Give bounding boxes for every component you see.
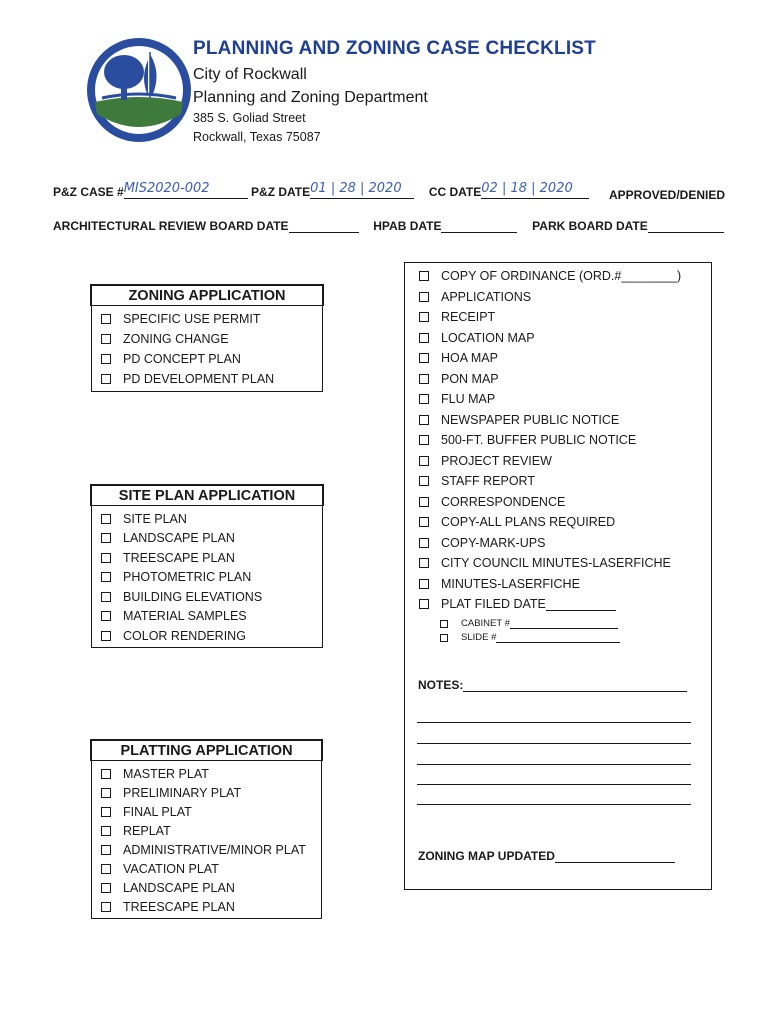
site-plan-item[interactable]: PHOTOMETRIC PLAN [101,568,262,588]
checkbox[interactable] [419,435,429,445]
city-seal-icon [84,36,194,144]
department-name: Planning and Zoning Department [193,89,428,106]
checkbox[interactable] [419,353,429,363]
pz-date-field[interactable] [310,181,414,199]
pz-date-value: 01 | 28 | 2020 [310,181,402,196]
slide-field[interactable] [496,632,620,643]
checkbox[interactable] [101,572,111,582]
checkbox[interactable] [101,788,111,798]
checkbox[interactable] [419,271,429,281]
plat-filed-date-field[interactable] [546,598,616,611]
site-plan-item[interactable]: TREESCAPE PLAN [101,548,262,568]
checkbox[interactable] [101,902,111,912]
checklist-item[interactable]: COPY-ALL PLANS REQUIRED [419,512,681,533]
site-plan-item[interactable]: COLOR RENDERING [101,626,262,646]
checkbox[interactable] [101,514,111,524]
site-plan-application-box [91,485,323,648]
notes-line[interactable] [417,722,691,723]
checkbox[interactable] [101,807,111,817]
zoning-item[interactable]: ZONING CHANGE [101,329,274,349]
checkbox[interactable] [440,634,448,642]
document-checklist-box [404,262,712,890]
checkbox[interactable] [101,374,111,384]
city-name: City of Rockwall [193,66,307,83]
checkbox[interactable] [101,334,111,344]
pz-case-field[interactable] [123,181,248,199]
street-address: 385 S. Goliad Street [193,111,306,125]
checkbox[interactable] [419,538,429,548]
platting-item[interactable]: FINAL PLAT [101,802,306,821]
approved-denied-label: APPROVED/DENIED [609,188,726,202]
zoning-application-box [91,285,323,392]
notes-line[interactable] [417,743,691,744]
checkbox[interactable] [101,826,111,836]
checklist-item[interactable]: COPY OF ORDINANCE (ORD.#________) [419,266,681,287]
checkbox[interactable] [419,292,429,302]
platting-item[interactable]: PRELIMINARY PLAT [101,783,306,802]
platting-item[interactable]: ADMINISTRATIVE/MINOR PLAT [101,840,306,859]
notes-line[interactable] [417,764,691,765]
site-plan-item[interactable]: LANDSCAPE PLAN [101,529,262,549]
checkbox[interactable] [419,312,429,322]
zoning-item[interactable]: PD DEVELOPMENT PLAN [101,369,274,389]
checklist-item[interactable]: 500-FT. BUFFER PUBLIC NOTICE [419,430,681,451]
checkbox[interactable] [101,769,111,779]
platting-item[interactable]: LANDSCAPE PLAN [101,878,306,897]
checkbox[interactable] [419,415,429,425]
zoning-map-updated-label: ZONING MAP UPDATED [418,849,555,863]
checkbox[interactable] [419,394,429,404]
checklist-item[interactable]: COPY-MARK-UPS [419,533,681,554]
platting-item[interactable]: REPLAT [101,821,306,840]
checkbox[interactable] [419,497,429,507]
checklist-item[interactable]: PROJECT REVIEW [419,451,681,472]
checkbox[interactable] [101,533,111,543]
notes-field[interactable] [463,677,687,692]
cc-date-field[interactable] [481,181,589,199]
checkbox[interactable] [419,374,429,384]
notes-label: NOTES: [418,678,464,692]
checklist-item[interactable]: APPLICATIONS [419,287,681,308]
checkbox[interactable] [101,314,111,324]
board-dates-row [53,218,724,233]
checkbox[interactable] [101,611,111,621]
zoning-map-updated-row [418,848,675,863]
site-plan-item[interactable]: MATERIAL SAMPLES [101,607,262,627]
checklist-item[interactable]: CITY COUNCIL MINUTES-LASERFICHE [419,553,681,574]
platting-item[interactable]: VACATION PLAT [101,859,306,878]
checkbox[interactable] [419,579,429,589]
cc-date-value: 02 | 18 | 2020 [481,181,573,196]
site-plan-item[interactable]: SITE PLAN [101,509,262,529]
checkbox[interactable] [419,333,429,343]
pz-case-row [53,181,589,199]
checklist-item[interactable]: STAFF REPORT [419,471,681,492]
cc-date-label: CC DATE [428,185,482,199]
checkbox[interactable] [101,553,111,563]
zoning-application-title: ZONING APPLICATION [90,284,324,306]
arb-date-field[interactable] [289,218,359,233]
document-title: PLANNING AND ZONING CASE CHECKLIST [193,38,596,59]
checkbox[interactable] [101,845,111,855]
city-state-zip: Rockwall, Texas 75087 [193,130,321,144]
notes-row [418,677,687,692]
checklist-item[interactable]: LOCATION MAP [419,328,681,349]
zoning-item[interactable]: SPECIFIC USE PERMIT [101,309,274,329]
platting-item[interactable]: TREESCAPE PLAN [101,897,306,916]
checklist-item[interactable]: PON MAP [419,369,681,390]
checkbox[interactable] [440,620,448,628]
hpab-date-label: HPAB DATE [373,219,442,233]
arb-date-label: ARCHITECTURAL REVIEW BOARD DATE [53,219,289,233]
pz-case-value: MIS2020-002 [123,181,210,196]
zoning-map-updated-field[interactable] [555,848,675,863]
cabinet-field[interactable] [510,618,618,629]
park-board-label: PARK BOARD DATE [532,219,648,233]
checkbox[interactable] [101,631,111,641]
checkbox[interactable] [101,354,111,364]
plat-filed-date-item[interactable]: PLAT FILED DATE [419,594,681,615]
notes-line[interactable] [417,804,691,805]
checklist-item[interactable]: FLU MAP [419,389,681,410]
park-board-field[interactable] [648,218,724,233]
checklist-item[interactable]: NEWSPAPER PUBLIC NOTICE [419,410,681,431]
checklist-item[interactable]: HOA MAP [419,348,681,369]
slide-item[interactable]: SLIDE # [440,631,681,645]
pz-date-label: P&Z DATE [251,185,311,199]
platting-application-box [91,740,322,919]
checkbox[interactable] [101,883,111,893]
checkbox[interactable] [101,592,111,602]
hpab-date-field[interactable] [441,218,517,233]
checklist-item[interactable]: RECEIPT [419,307,681,328]
checkbox[interactable] [419,476,429,486]
checkbox[interactable] [419,517,429,527]
checklist-item[interactable]: MINUTES-LASERFICHE [419,574,681,595]
platting-item[interactable]: MASTER PLAT [101,764,306,783]
checklist-item[interactable]: CORRESPONDENCE [419,492,681,513]
notes-line[interactable] [417,784,691,785]
platting-application-title: PLATTING APPLICATION [90,739,323,761]
site-plan-item[interactable]: BUILDING ELEVATIONS [101,587,262,607]
pz-case-label: P&Z CASE # [53,185,124,199]
checkbox[interactable] [101,864,111,874]
cabinet-item[interactable]: CABINET # [440,617,681,631]
checkbox[interactable] [419,599,429,609]
zoning-item[interactable]: PD CONCEPT PLAN [101,349,274,369]
site-plan-application-title: SITE PLAN APPLICATION [90,484,324,506]
checkbox[interactable] [419,456,429,466]
checkbox[interactable] [419,558,429,568]
